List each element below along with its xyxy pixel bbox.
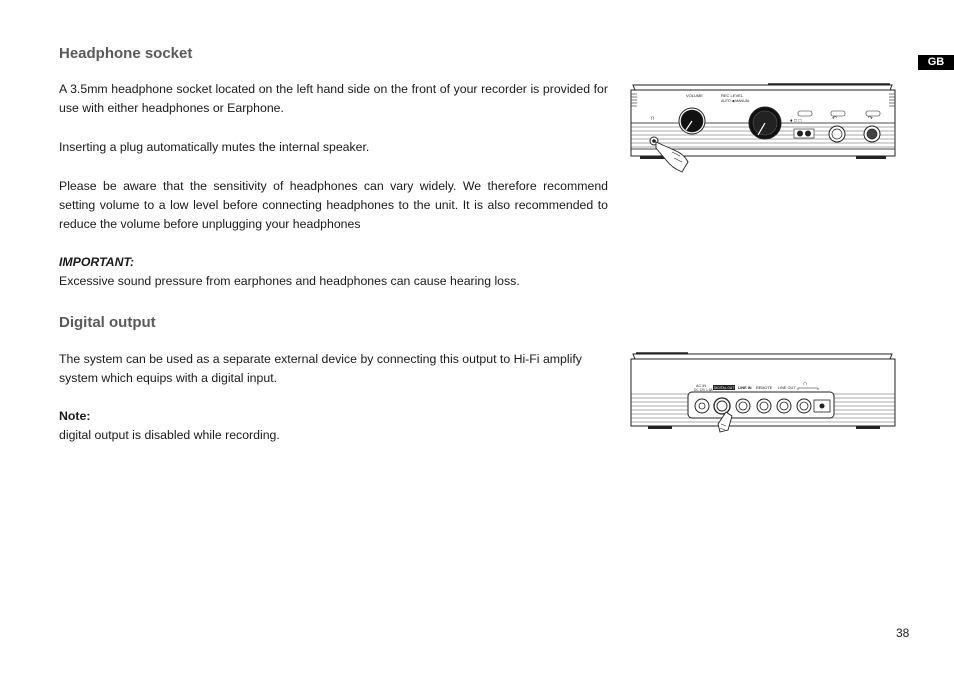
mode-icons: ♦ □ □ <box>790 118 802 124</box>
headphone-icon: ∩ <box>650 115 656 122</box>
back-icon: ↶ <box>832 116 838 122</box>
rear-panel-illustration <box>628 350 898 435</box>
digital-out-label: DIGITAL OUT <box>714 386 735 390</box>
note-label: Note: <box>59 409 91 423</box>
forward-icon: ↷ <box>868 116 874 122</box>
headphone-paragraph-1: A 3.5mm headphone socket located on the left hand side on the front of your recorder is provided for use with either headphones or Earphone. <box>59 82 608 115</box>
headphone-paragraph-2: Inserting a plug automatically mutes the internal speaker. <box>59 140 370 154</box>
section-heading-headphone: Headphone socket <box>59 45 193 62</box>
note-text: digital output is disabled while recording. <box>59 428 280 442</box>
rec-level-label: REC LEVEL <box>721 93 744 98</box>
rec-sub-label: AUTO ◀ MANUAL <box>721 99 750 103</box>
language-badge: GB <box>918 55 954 70</box>
line-out-label: LINE OUT <box>778 386 796 390</box>
section-heading-digital: Digital output <box>59 314 156 331</box>
page-number: 38 <box>896 626 910 640</box>
line-in-label: LINE IN <box>738 386 752 390</box>
important-text: Excessive sound pressure from earphones and headphones can cause hearing loss. <box>59 274 520 288</box>
headphone-paragraph-3: Please be aware that the sensitivity of headphones can vary widely. We therefore recommend setting volume to a low level before connecting headphones to the unit. It is also recommended to reduce the volume before unplugging your headphones <box>59 179 608 231</box>
headphone-icon-rear: ∩ <box>803 381 808 387</box>
volume-label: VOLUME <box>686 93 703 98</box>
important-label: IMPORTANT: <box>59 255 135 269</box>
remote-label: REMOTE <box>756 386 773 390</box>
ac-sub-label: DC 12V 1.5A <box>694 388 713 392</box>
digital-paragraph-1: The system can be used as a separate external device by connecting this output to Hi-Fi amplify system which equips with a digital input. <box>59 352 582 385</box>
ac-in-label: AC IN <box>696 384 707 388</box>
front-panel-illustration <box>628 80 898 175</box>
